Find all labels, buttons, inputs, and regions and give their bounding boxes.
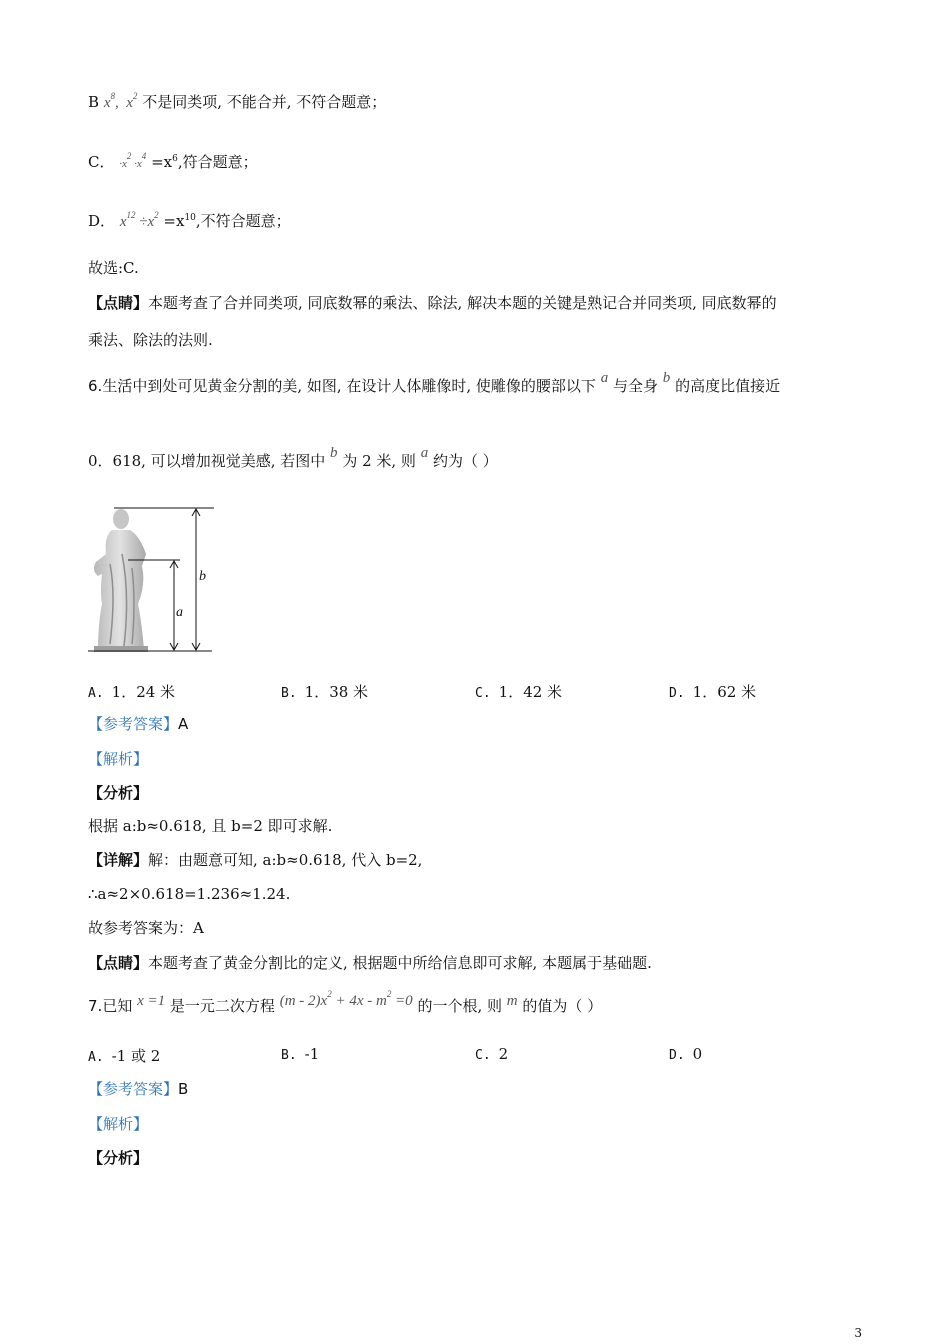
q5-option-d: D． $x^{12} \div x^2 =x^{10}$,不符合题意； [88, 210, 291, 230]
q6-final: 故参考答案为：A [88, 919, 204, 937]
q7-stem: 7.已知 x =1 是一元二次方程 $(m - 2)x^2 + 4x - m^2 =0$ 的一个根, 则 m 的值为（ ） [88, 989, 603, 1015]
q5-option-c: C． $\cdot x^2 \cdot x^4 =x^6$,符合题意； [88, 151, 258, 171]
math-x2-times-x4: $\cdot x^2 \cdot x^4$ [119, 151, 147, 170]
q5-conclusion: 故选:C. [88, 259, 139, 277]
q7-answer: 【参考答案】B [88, 1080, 189, 1098]
math-x-equals-1: x =1 [137, 993, 166, 1009]
q7-option-b: B. -1 [281, 1045, 320, 1063]
math-x8-x2: $x^8$, $x^2$ [103, 91, 138, 111]
q7-option-a: A. -1 或 2 [88, 1047, 161, 1065]
q6-fenxi-tag: 【分析】 [88, 784, 149, 802]
q6-option-b: B. 1．38 米 [281, 683, 369, 701]
q6-fenxi-text: 根据 a:b≈0.618, 且 b=2 即可求解. [88, 817, 333, 835]
var-b: b [662, 370, 671, 386]
q7-fenxi-tag: 【分析】 [88, 1149, 149, 1167]
math-quadratic-equation: $(m - 2)x^2 + 4x - m^2 =0$ [279, 989, 413, 1009]
q6-answer: 【参考答案】A [88, 715, 189, 733]
q5-comment-line2: 乘法、除法的法则. [88, 331, 213, 349]
q7-option-c: C. 2 [475, 1045, 509, 1063]
math-x12-div-x2: $x^{12} \div x^2$ [119, 210, 159, 230]
q6-detail: 【详解】解：由题意可知, a:b≈0.618, 代入 b=2, [88, 851, 423, 869]
label-b: b [199, 569, 206, 584]
q5-comment-line1: 【点睛】本题考查了合并同类项, 同底数幂的乘法、除法, 解决本题的关键是熟记合并同类项, 同底数幂的 [88, 294, 777, 312]
statue-silhouette [94, 509, 148, 652]
q6-comment: 【点睛】本题考查了黄金分割比的定义, 根据题中所给信息即可求解, 本题属于基础题. [88, 954, 652, 972]
var-m: m [506, 993, 518, 1009]
q7-analysis-tag: 【解析】 [88, 1115, 149, 1133]
var-a: a [600, 370, 609, 386]
label-a: a [176, 605, 183, 620]
q6-stem-line1: 6.生活中到处可见黄金分割的美, 如图, 在设计人体雕像时, 使雕像的腰部以下 a 与全身 b 的高度比值接近 [88, 370, 781, 395]
statue-figure [86, 504, 216, 656]
var-b: b [330, 445, 338, 461]
q5-option-b: B $x^8$, $x^2$ 不是同类项, 不能合并, 不符合题意； [88, 91, 387, 111]
q6-option-a: A. 1．24 米 [88, 683, 176, 701]
q6-option-c: C. 1．42 米 [475, 683, 563, 701]
q6-stem-line2: 0．618, 可以增加视觉美感, 若图中 b 为 2 米, 则 a 约为（ ） [88, 445, 498, 470]
q6-analysis-tag: 【解析】 [88, 750, 149, 768]
q6-calc: ∴a≈2×0.618=1.236≈1.24. [88, 885, 291, 903]
var-a: a [420, 445, 429, 461]
page-number: 3 [854, 1326, 862, 1340]
q6-option-d: D. 1．62 米 [669, 683, 757, 701]
q7-option-d: D. 0 [669, 1045, 703, 1063]
